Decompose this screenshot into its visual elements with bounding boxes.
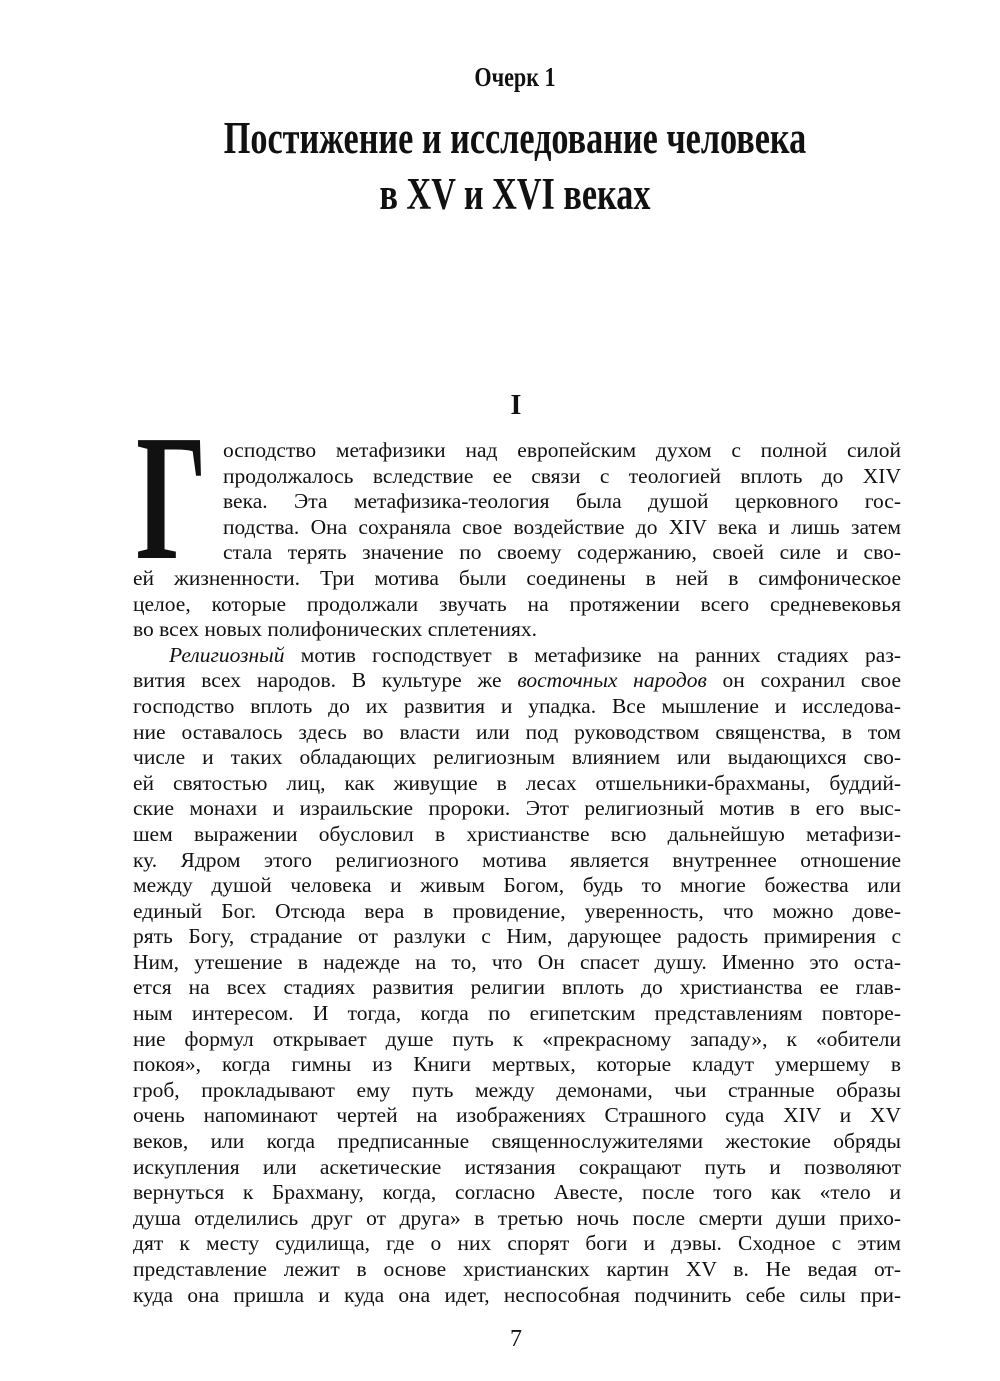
text-line: ку. Ядром этого религиозного мотива является внутреннее отношение bbox=[133, 847, 901, 872]
text-line: ется на всех стадиях развития религии вплоть до христианства ее глав- bbox=[133, 975, 901, 1000]
drop-cap-letter: Г bbox=[136, 398, 208, 597]
emphasis-religious: Религиозный bbox=[169, 642, 285, 667]
text-line: ей святостью лиц, как живущие в лесах отшельники-брахманы, буддий- bbox=[133, 770, 901, 795]
text-line: искупления или аскетические истязания сокращают путь и позволяют bbox=[133, 1154, 901, 1179]
chapter-title-line-1: Постижение и исследование человека bbox=[223, 113, 807, 163]
text-line: ным интересом. И тогда, когда по египетским представлениям повторе- bbox=[133, 1001, 901, 1026]
text-line: подства. Она сохраняла свое воздействие до XIV века и лишь затем bbox=[223, 514, 901, 539]
text-line: куда она пришла и куда она идет, неспособная подчинить себе силы при- bbox=[133, 1282, 901, 1307]
text-line: покоя», когда гимны из Книги мертвых, которые кладут умершему в bbox=[133, 1052, 901, 1077]
text-line: осподство метафизики над европейским духом с полной силой bbox=[223, 438, 901, 462]
body-text bbox=[133, 438, 901, 1308]
chapter-label: Очерк 1 bbox=[474, 62, 556, 92]
chapter-title-line-2: в XV и XVI веках bbox=[379, 169, 651, 219]
text-line: господство вплоть до их развития и упадка. Все мышление и исследова- bbox=[133, 693, 901, 718]
emphasis-eastern-peoples: восточных народов bbox=[517, 668, 707, 693]
text-line: вернуться к Брахману, когда, согласно Авесте, после того как «тело и bbox=[133, 1180, 901, 1205]
text-line: единый Бог. Отсюда вера в провидение, уверенность, что можно дове- bbox=[133, 898, 901, 923]
text-line: стала терять значение по своему содержанию, своей силе и сво- bbox=[223, 540, 901, 565]
text-line: ские монахи и израильские пророки. Этот религиозный мотив в его выс- bbox=[133, 796, 901, 821]
text-line: веков, или когда предписанные священнослужителями жестокие обряды bbox=[133, 1129, 901, 1154]
text-line: числе и таких обладающих религиозным влиянием или выдающихся сво- bbox=[133, 745, 901, 770]
section-number: I bbox=[510, 390, 522, 421]
text-line: века. Эта метафизика-теология была душой церковного гос- bbox=[223, 489, 901, 514]
text-line: Ним, утешение в надежде на то, что Он спасет душу. Именно это оста- bbox=[133, 949, 901, 974]
text-line: целое, которые продолжали звучать на протяжении всего средневековья bbox=[133, 591, 901, 616]
text-line: вития всех народов. В культуре же восточных народов он сохранил свое bbox=[133, 668, 901, 693]
text-line: гроб, прокладывают ему путь между демонами, чьи странные образы bbox=[133, 1077, 901, 1102]
text-line: ей жизненности. Три мотива были соединены в ней в симфоническое bbox=[133, 565, 901, 590]
text-line: дят к месту судилища, где о них спорят боги и дэвы. Сходное с этим bbox=[133, 1231, 901, 1256]
text-line: шем выражении обусловил в христианстве всю дальнейшую метафизи- bbox=[133, 821, 901, 846]
text-line: ние формул открывает душе путь к «прекрасному западу», к «обители bbox=[133, 1026, 901, 1051]
text-line: Религиозный мотив господствует в метафизике на ранних стадиях раз- bbox=[169, 642, 901, 667]
text-line: продолжалось вследствие ее связи с теологией вплоть до XIV bbox=[223, 463, 901, 488]
text-line: ние оставалось здесь во власти или под руководством священства, в том bbox=[133, 719, 901, 744]
page-number: 7 bbox=[510, 1326, 522, 1352]
chapter-title bbox=[124, 110, 907, 222]
text-line: душа отделились друг от друга» в третью ночь после смерти души прихо- bbox=[133, 1205, 901, 1230]
text-line: во всех новых полифонических сплетениях. bbox=[133, 617, 538, 642]
text-line: представление лежит в основе христианских картин XV в. Не ведая от- bbox=[133, 1257, 901, 1281]
text-line: между душой человека и живым Богом, будь то многие божества или bbox=[133, 873, 901, 898]
text-line: рять Богу, страдание от разлуки с Ним, дарующее радость примирения с bbox=[133, 924, 901, 949]
text-line: очень напоминают чертей на изображениях Страшного суда XIV и XV bbox=[133, 1103, 901, 1128]
